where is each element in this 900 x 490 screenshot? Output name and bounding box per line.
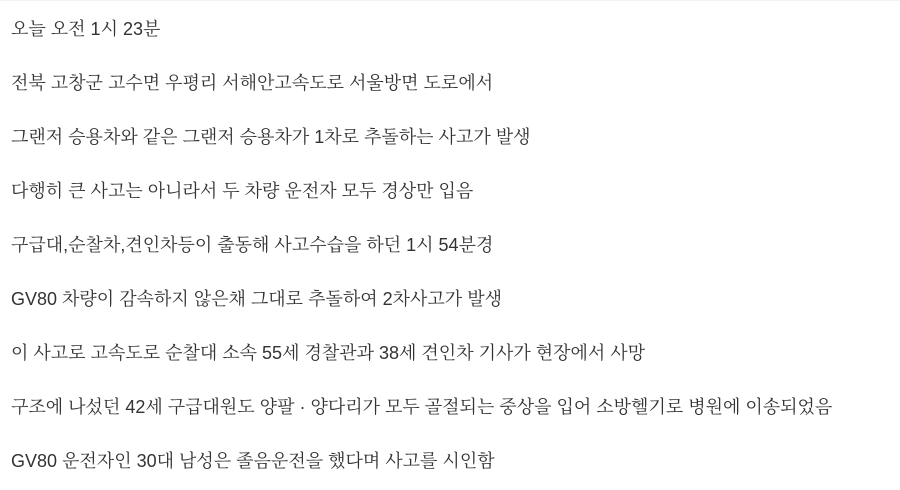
line-first-collision: 그랜저 승용차와 같은 그랜저 승용차가 1차로 추돌하는 사고가 발생	[11, 127, 531, 147]
line-paramedic-injury: 구조에 나섰던 42세 구급대원도 양팔 · 양다리가 모두 골절되는 중상을 입어 소방헬기로 병원에 이송되었음	[11, 397, 833, 417]
line-location: 전북 고창군 고수면 우평리 서해안고속도로 서울방면 도로에서	[11, 73, 494, 93]
line-minor-injuries: 다행히 큰 사고는 아니라서 두 차량 운전자 모두 경상만 입음	[11, 181, 474, 201]
line-time-first-accident: 오늘 오전 1시 23분	[11, 19, 161, 39]
line-fatalities: 이 사고로 고속도로 순찰대 소속 55세 경찰관과 38세 견인차 기사가 현장에서 사망	[11, 343, 646, 363]
line-second-collision: GV80 차량이 감속하지 않은채 그대로 추돌하여 2차사고가 발생	[11, 289, 502, 309]
line-driver-admission: GV80 운전자인 30대 남성은 졸음운전을 했다며 사고를 시인함	[11, 451, 495, 471]
line-responders-time: 구급대,순찰차,견인차등이 출동해 사고수습을 하던 1시 54분경	[11, 235, 494, 255]
accident-report-text	[0, 1, 900, 472]
